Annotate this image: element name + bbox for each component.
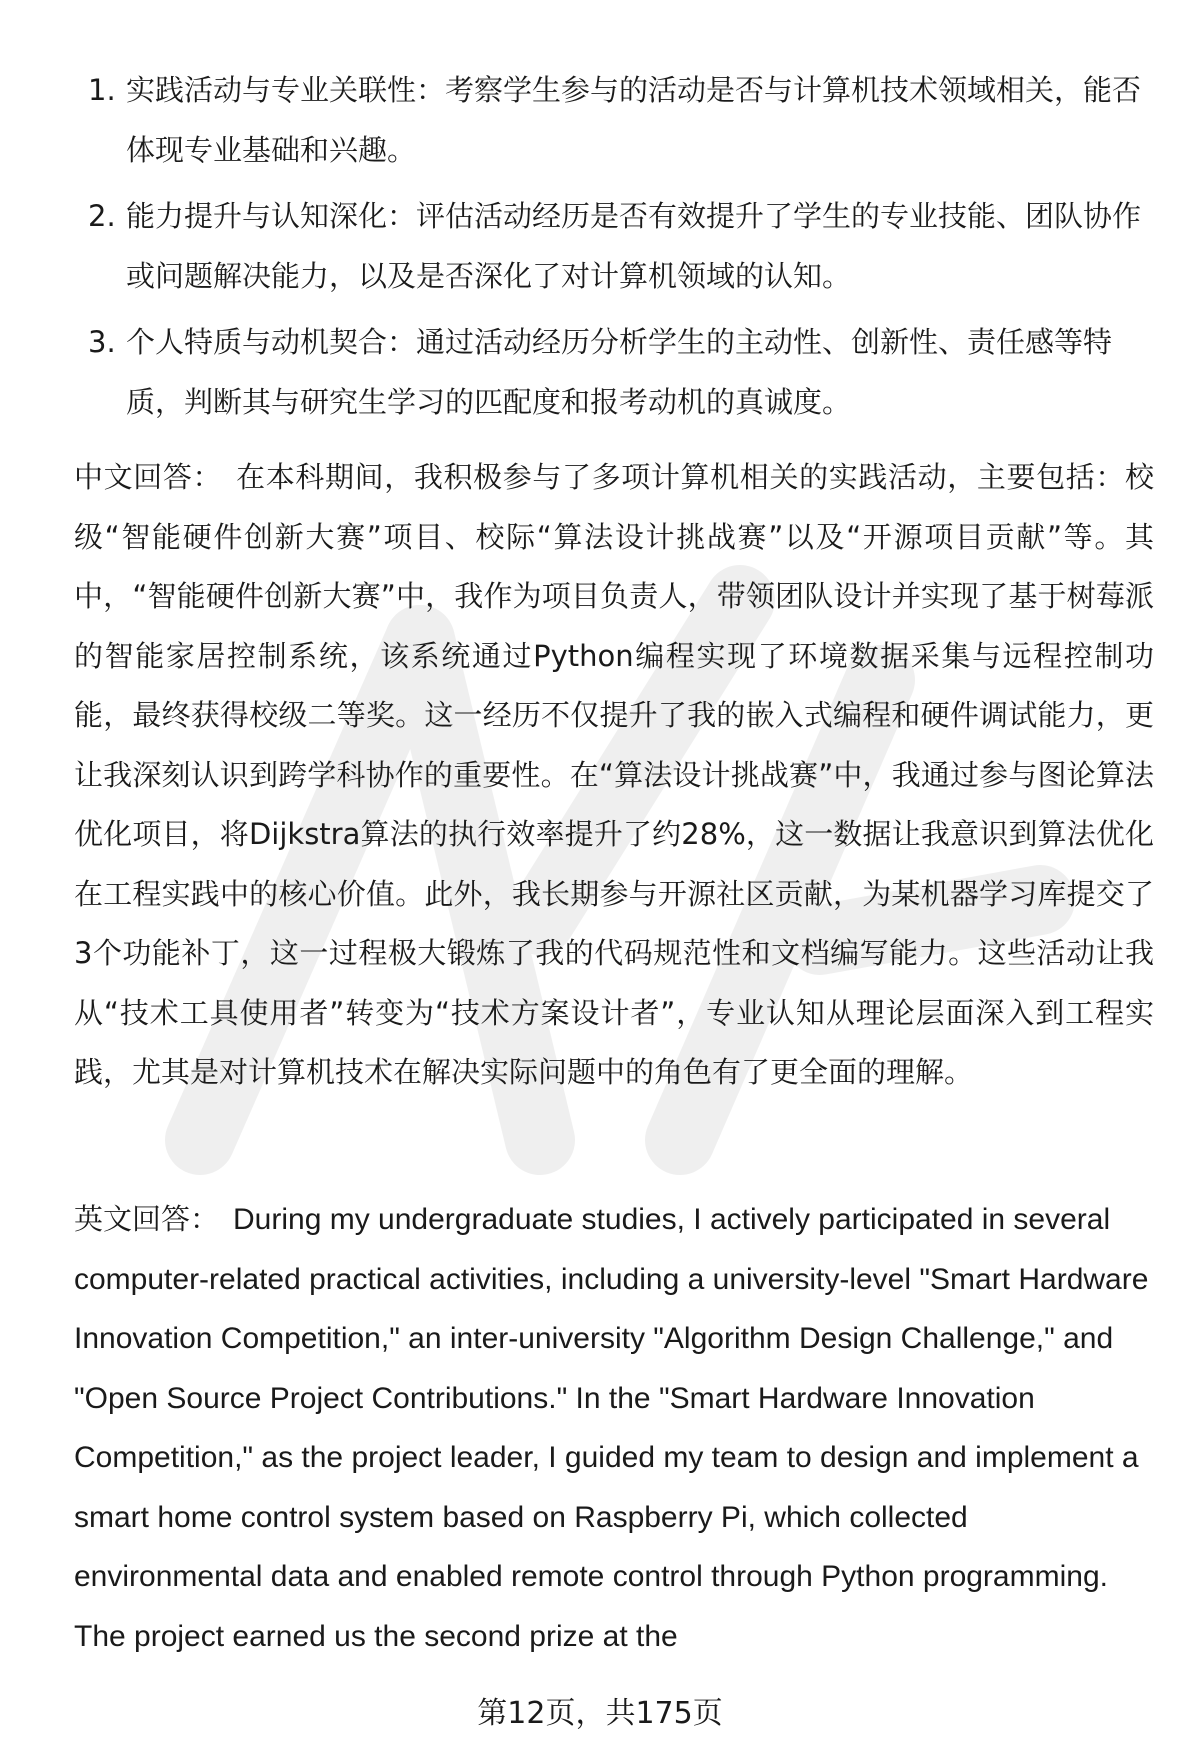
criteria-item	[74, 312, 1154, 432]
criteria-number: 2.	[88, 199, 116, 233]
criteria-text: 个人特质与动机契合：通过活动经历分析学生的主动性、创新性、责任感等特质，判断其与研究生学习的匹配度和报考动机的真诚度。	[126, 325, 1113, 419]
english-answer-text: During my undergraduate studies, I actively participated in several computer-related practical activities, including a university-level "Smart Hardware Innovation Competition," an inter-university "Algorithm Design Challenge," and "Open Source Project Contributions." In the "Smart Hardware Innovation Competition," as the project leader, I guided my team to design and implement a smart home control system based on Raspberry Pi, which collected environmental data and enabled remote control through Python programming. The project earned us the second prize at the	[74, 1203, 1149, 1653]
chinese-answer-paragraph	[74, 448, 1154, 1103]
criteria-number: 1.	[88, 73, 116, 107]
page-number-footer: 第12页，共175页	[477, 1696, 723, 1731]
criteria-text: 实践活动与专业关联性：考察学生参与的活动是否与计算机技术领域相关，能否体现专业基础和兴趣。	[126, 73, 1142, 167]
criteria-number: 3.	[88, 325, 116, 359]
english-answer-paragraph	[74, 1190, 1154, 1666]
chinese-answer-label: 中文回答：	[74, 460, 223, 494]
chinese-answer-text: 在本科期间，我积极参与了多项计算机相关的实践活动，主要包括：校级“智能硬件创新大赛”项目、校际“算法设计挑战赛”以及“开源项目贡献”等。其中，“智能硬件创新大赛”中，我作为项目负责人，带领团队设计并实现了基于树莓派的智能家居控制系统，该系统通过Python编程实现了环境数据采集与远程控制功能，最终获得校级二等奖。这一经历不仅提升了我的嵌入式编程和硬件调试能力，更让我深刻认识到跨学科协作的重要性。在“算法设计挑战赛”中，我通过参与图论算法优化项目，将Dijkstra算法的执行效率提升了约28%，这一数据让我意识到算法优化在工程实践中的核心价值。此外，我长期参与开源社区贡献，为某机器学习库提交了3个功能补丁，这一过程极大锻炼了我的代码规范性和文档编写能力。这些活动让我从“技术工具使用者”转变为“技术方案设计者”，专业认知从理论层面深入到工程实践，尤其是对计算机技术在解决实际问题中的角色有了更全面的理解。	[74, 460, 1154, 1089]
criteria-text: 能力提升与认知深化：评估活动经历是否有效提升了学生的专业技能、团队协作或问题解决能力，以及是否深化了对计算机领域的认知。	[126, 199, 1142, 293]
criteria-item	[74, 60, 1154, 180]
evaluation-criteria-list	[74, 60, 1154, 438]
english-answer-label: 英文回答：	[74, 1202, 220, 1236]
criteria-item	[74, 186, 1154, 306]
